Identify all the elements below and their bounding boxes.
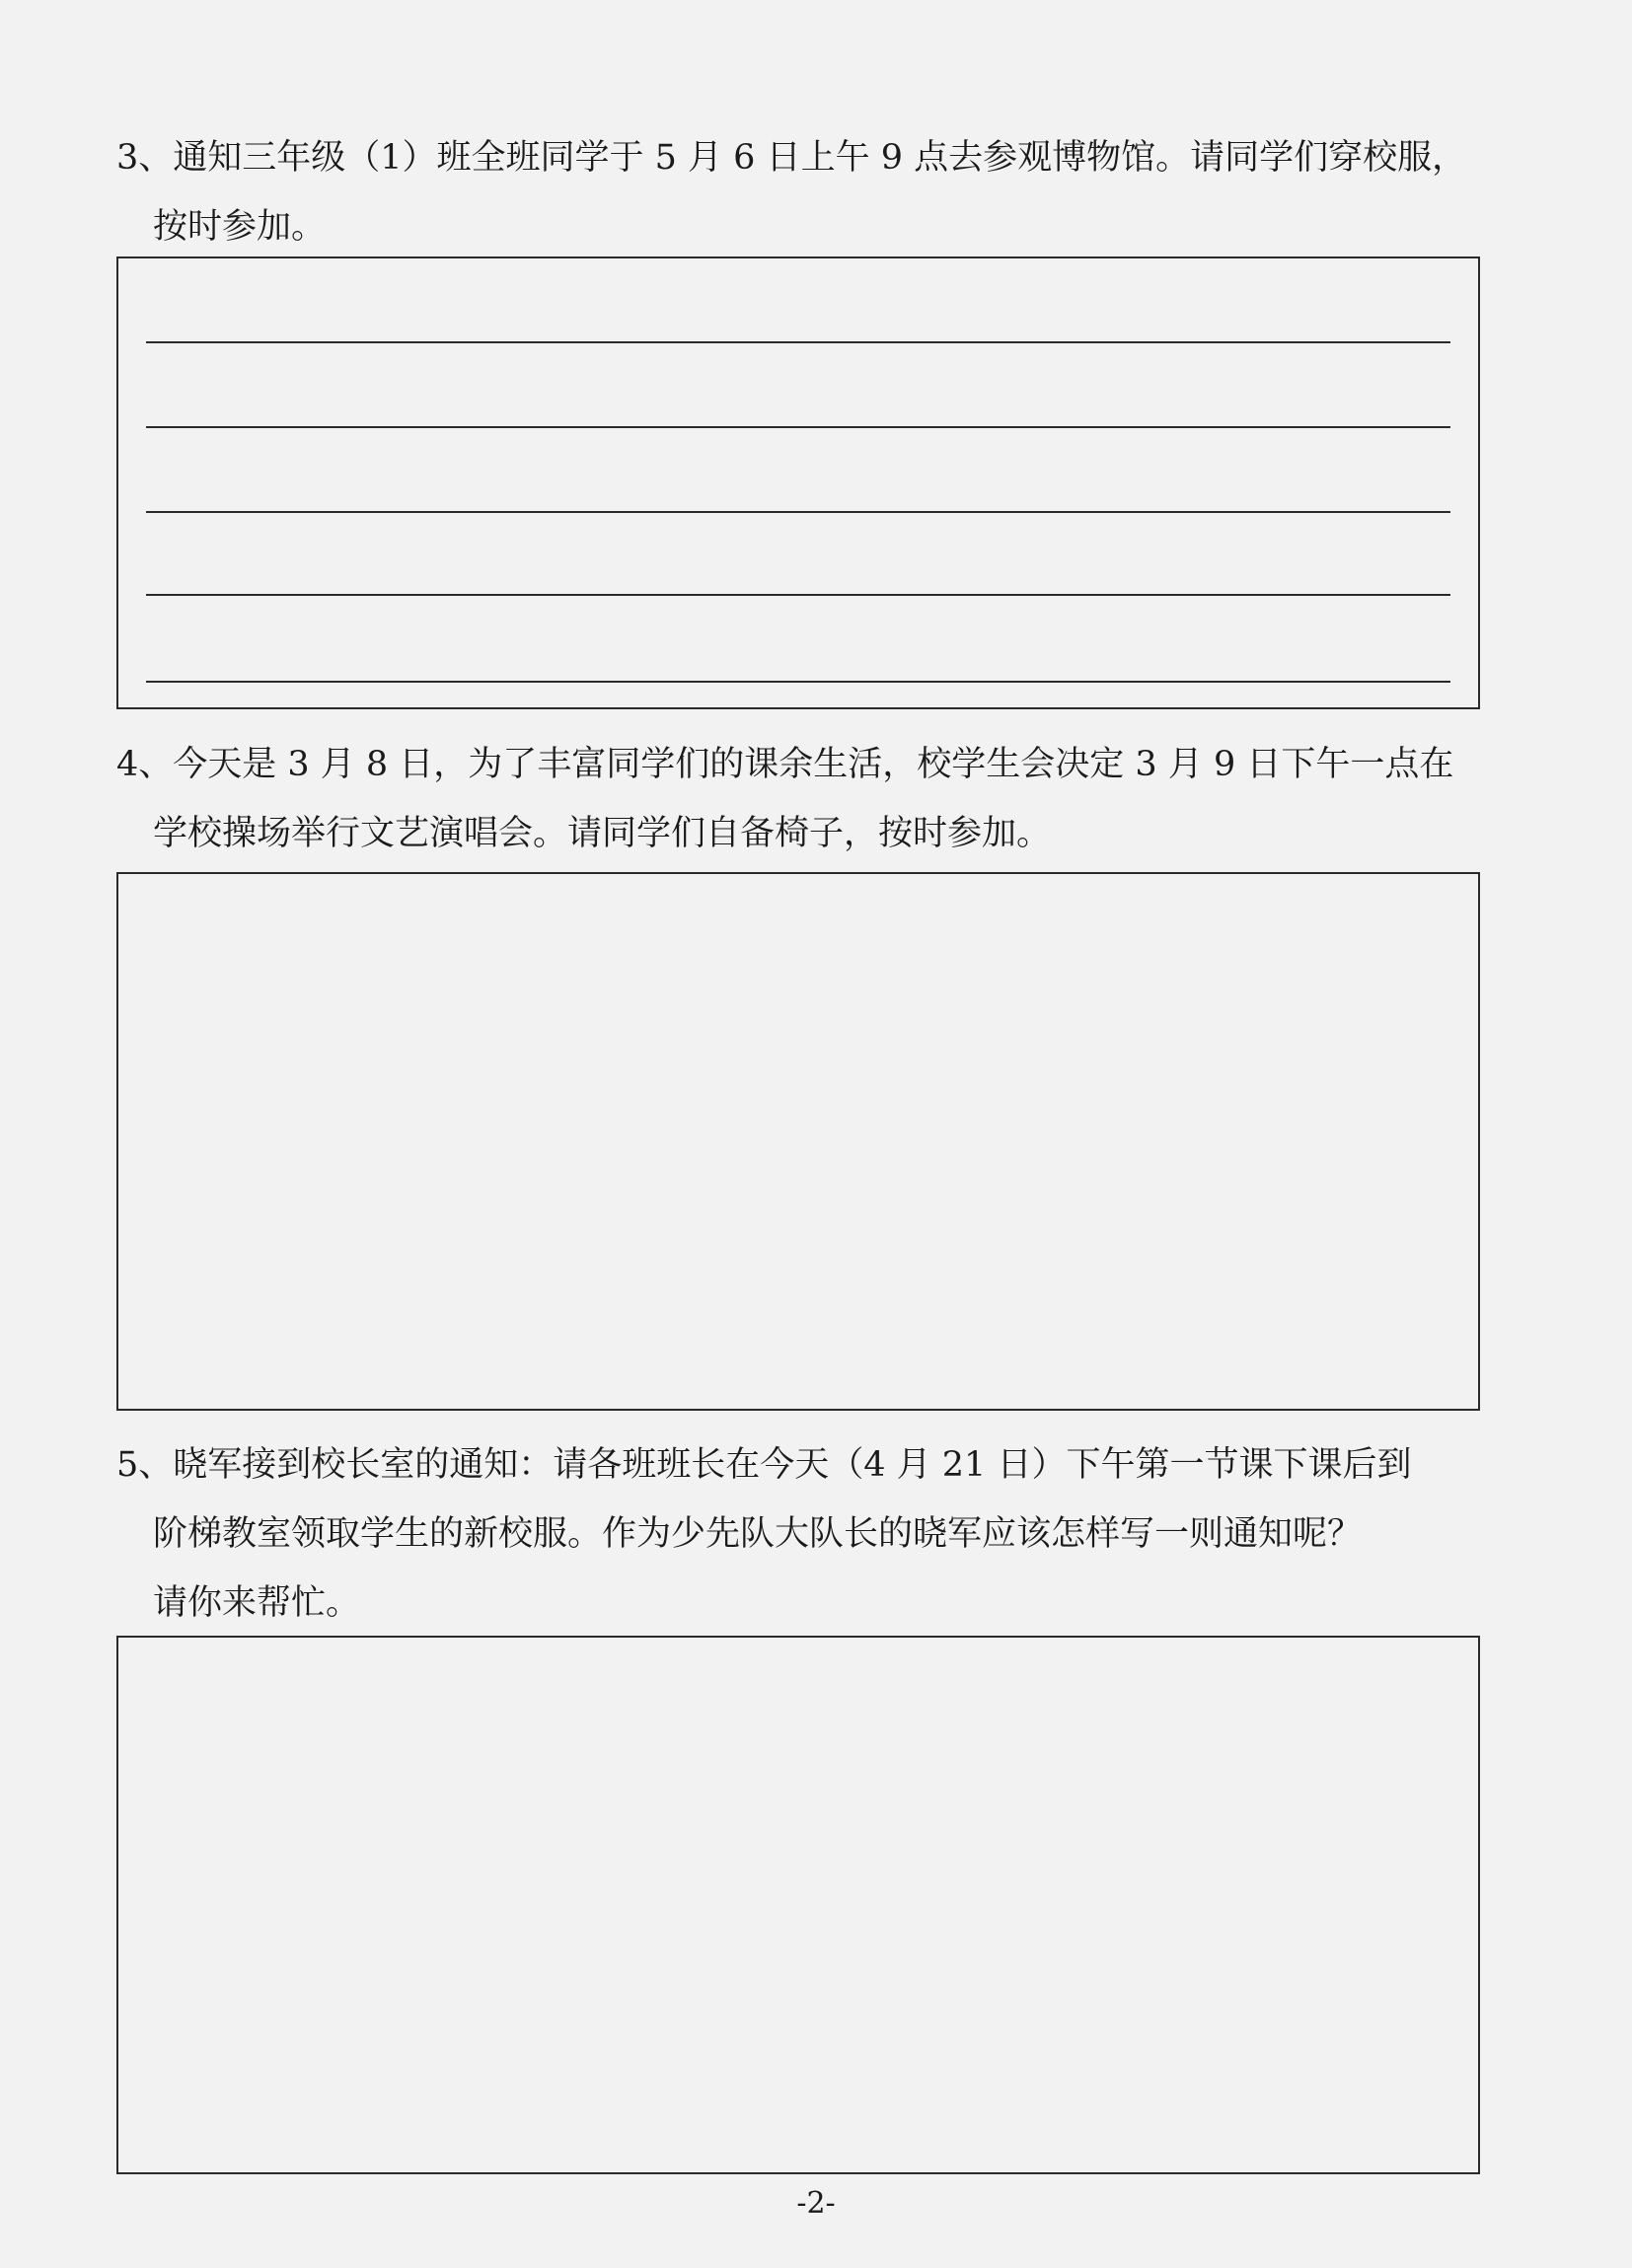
question-5	[116, 1430, 1547, 1638]
answer-box-3[interactable]	[116, 256, 1480, 709]
page-number: -2-	[796, 2186, 836, 2221]
question-3-line-1: 3、通知三年级（1）班全班同学于 5 月 6 日上午 9 点去参观博物馆。请同学们穿校服，	[116, 138, 1467, 178]
writing-line	[146, 594, 1450, 596]
answer-box-5[interactable]	[116, 1636, 1480, 2174]
writing-line	[146, 341, 1450, 343]
question-4-line-2: 学校操场举行文艺演唱会。请同学们自备椅子，按时参加。	[153, 814, 1052, 853]
question-5-line-3: 请你来帮忙。	[153, 1583, 361, 1623]
question-4	[116, 730, 1547, 868]
question-5-line-1: 5、晓军接到校长室的通知：请各班班长在今天（4 月 21 日）下午第一节课下课后到	[116, 1445, 1412, 1485]
answer-box-4[interactable]	[116, 872, 1480, 1411]
question-3	[116, 123, 1547, 261]
question-5-line-2: 阶梯教室领取学生的新校服。作为少先队大队长的晓军应该怎样写一则通知呢？	[153, 1514, 1363, 1554]
writing-line	[146, 426, 1450, 428]
question-4-line-1: 4、今天是 3 月 8 日，为了丰富同学们的课余生活，校学生会决定 3 月 9 日下午一点在	[116, 745, 1454, 784]
question-3-line-2: 按时参加。	[153, 207, 327, 247]
writing-line	[146, 681, 1450, 683]
writing-line	[146, 511, 1450, 513]
